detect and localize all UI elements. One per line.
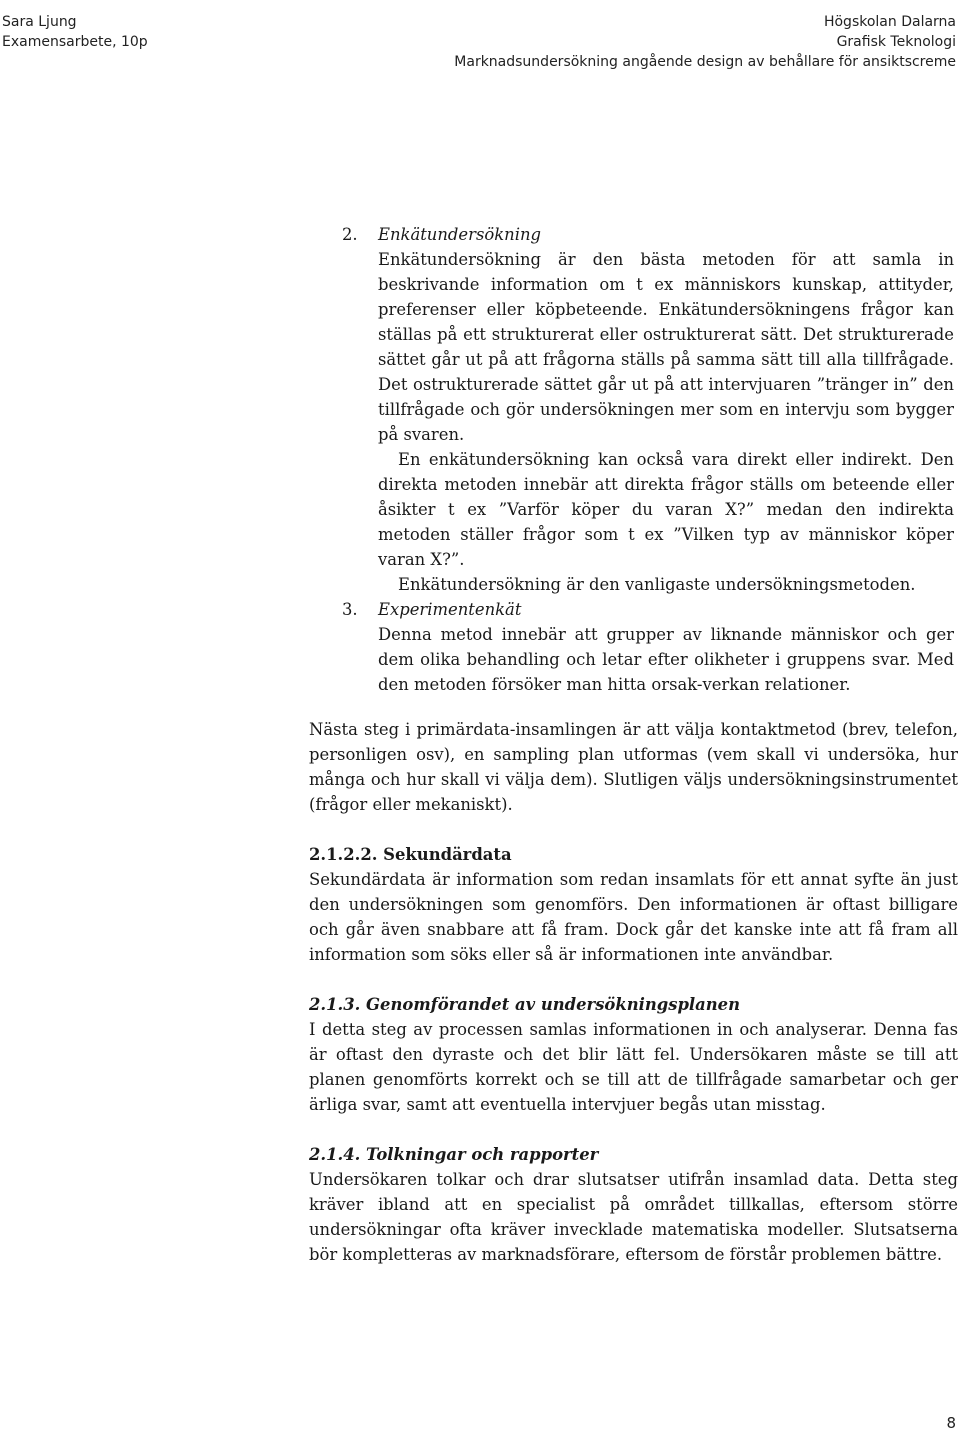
list-item-enkatundersokning xyxy=(342,222,954,597)
section-genomforandet xyxy=(309,992,958,1117)
header-thesis: Examensarbete, 10p xyxy=(2,34,148,50)
section-tolkningar xyxy=(309,1142,958,1267)
list-item-number: 3. xyxy=(342,600,358,619)
header-author: Sara Ljung xyxy=(2,14,77,30)
page-header xyxy=(0,10,960,70)
section-sekundardata xyxy=(309,842,958,967)
header-school: Högskolan Dalarna xyxy=(823,14,956,30)
section-body: I detta steg av processen samlas informationen in och analyserar. Denna fas är oftast den dyraste och det blir lätt fel. Undersökaren måste se till att planen genomförts korrekt och se till att de tillfrågade samarbetar och ger ärliga svar, samt att eventuella intervjuer begås utan misstag. xyxy=(309,1020,958,1114)
list-item-paragraph: Denna metod innebär att grupper av liknande människor och ger dem olika behandling och letar efter olikheter i gruppens svar. Med den metoden försöker man hitta orsak-verkan relationer. xyxy=(378,625,954,694)
section-heading: 2.1.4. Tolkningar och rapporter xyxy=(309,1145,599,1164)
list-item-content xyxy=(378,222,954,597)
list-item-paragraph: Enkätundersökning är den vanligaste undersökningsmetoden. xyxy=(398,575,916,594)
intro-paragraph: Nästa steg i primärdata-insamlingen är att välja kontaktmetod (brev, telefon, personligen osv), en sampling plan utformas (vem skall vi undersöka, hur många och hur skall vi välja dem). Slutligen väljs undersökningsinstrumentet (frågor eller mekaniskt). xyxy=(309,720,958,814)
section-heading: 2.1.3. Genomförandet av undersökningsplanen xyxy=(309,995,741,1014)
list-item-paragraph: En enkätundersökning kan också vara direkt eller indirekt. Den direkta metoden innebär att direkta frågor ställs om beteende eller åsikter t ex ”Varför köper du varan X?” medan den indirekta metoden ställer frågor som t ex ”Vilken typ av människor köper varan X?”. xyxy=(378,450,954,569)
list-item-number: 2. xyxy=(342,225,358,244)
header-department: Grafisk Teknologi xyxy=(836,34,956,50)
section-body: Undersökaren tolkar och drar slutsatser utifrån insamlad data. Detta steg kräver ibland att en specialist på området tillkallas, eftersom större undersökningar ofta kräver invecklade matematiska modeller. Slutsatserna bör kompletteras av marknadsförare, eftersom de förstår problemen bättre. xyxy=(309,1170,958,1264)
header-left xyxy=(2,12,148,52)
list-item-title: Experimentenkät xyxy=(378,600,522,619)
list-item-paragraph: Enkätundersökning är den bästa metoden för att samla in beskrivande information om t ex människors kunskap, attityder, preferenser eller köpbeteende. Enkätundersökningens frågor kan ställas på ett strukturerat eller ostrukturerat sätt. Det strukturerade sättet går ut på att frågorna ställs på samma sätt till alla tillfrågade. Det ostrukturerade sättet går ut på att intervjuaren ”tränger in” den tillfrågade och gör undersökningen mer som en intervju som bygger på svaren. xyxy=(378,250,954,444)
main-content xyxy=(309,717,958,1267)
list-item-content xyxy=(378,597,954,697)
section-body: Sekundärdata är information som redan insamlats för ett annat syfte än just den undersökningen som genomförs. Den informationen är oftast billigare och går även snabbare att få fram. Dock går det kanske inte att få fram all information som söks eller så är informationen inte användbar. xyxy=(309,870,958,964)
page-number: 8 xyxy=(946,1414,956,1432)
section-heading: 2.1.2.2. Sekundärdata xyxy=(309,845,512,864)
list-item-title: Enkätundersökning xyxy=(378,225,542,244)
list-item-experimentenkat xyxy=(342,597,954,697)
method-list xyxy=(342,222,954,697)
header-document-title: Marknadsundersökning angående design av behållare för ansiktscreme xyxy=(454,54,956,70)
header-right xyxy=(454,12,956,72)
